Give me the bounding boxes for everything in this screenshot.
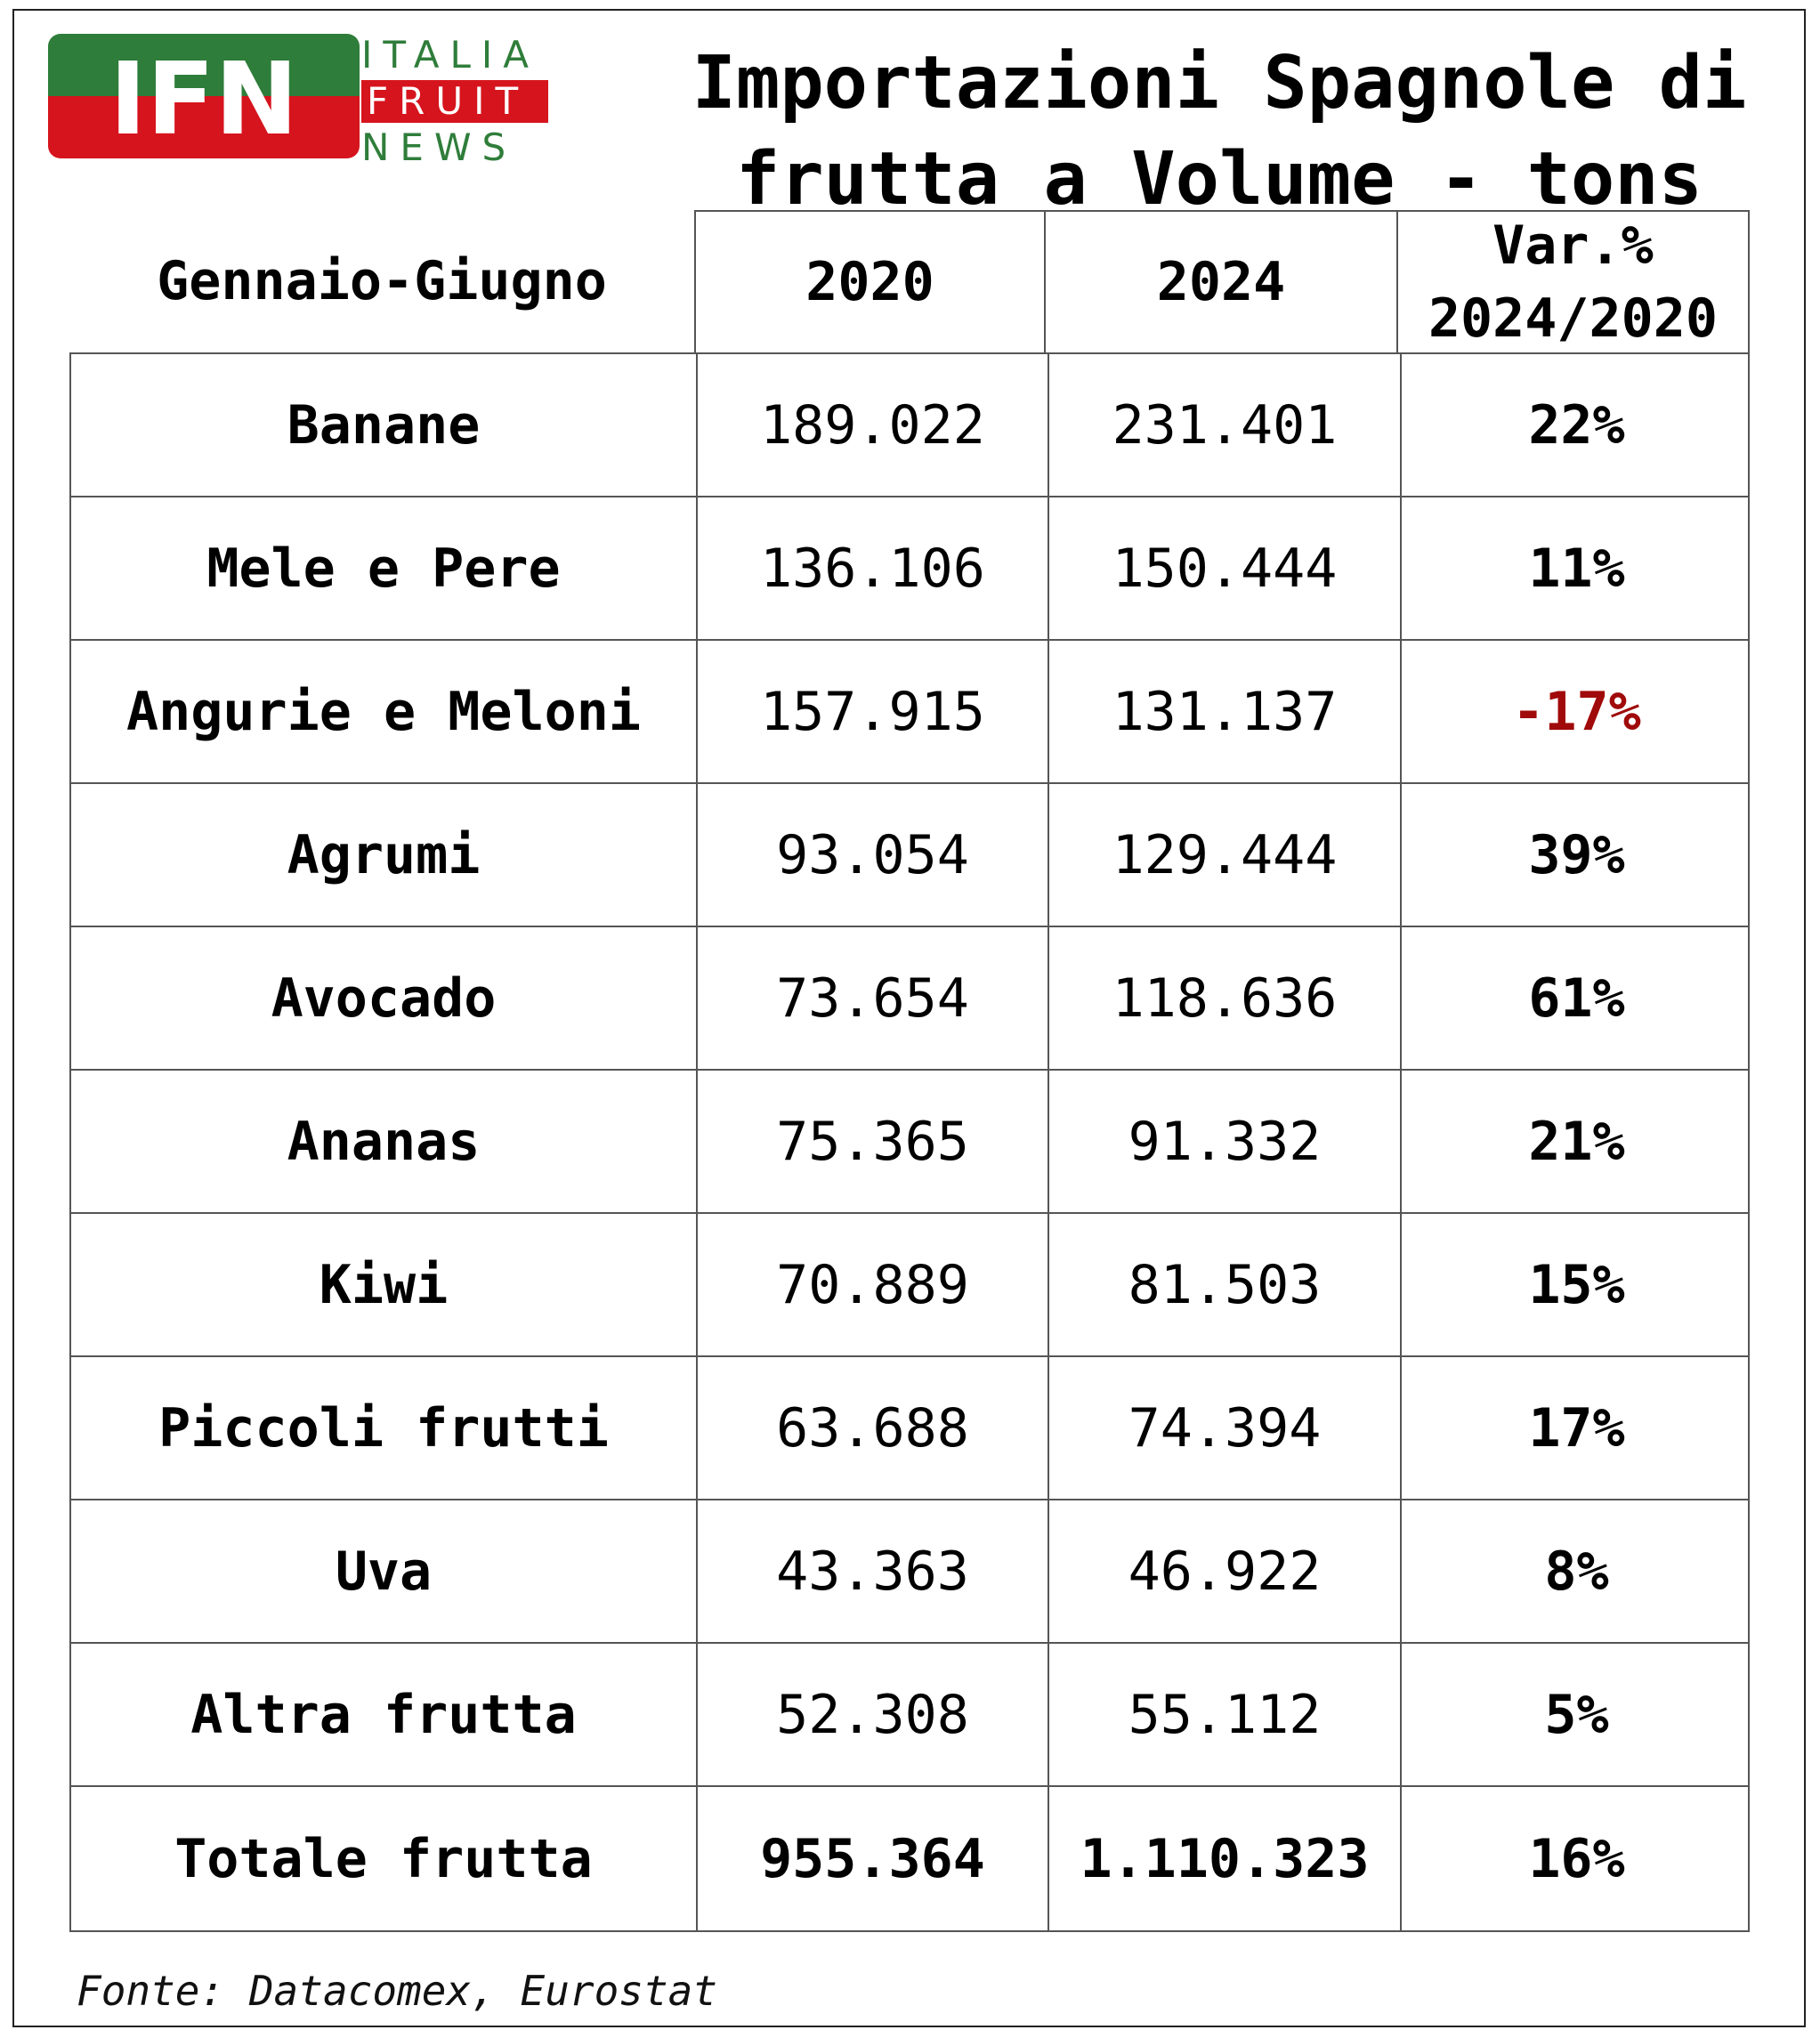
source-note: Fonte: Datacomex, Eurostat <box>77 1967 718 2015</box>
table-body <box>69 352 1750 1932</box>
row-label: Ananas <box>287 1110 481 1173</box>
value-2020: 136.106 <box>696 497 1048 639</box>
value-2024: 55.112 <box>1048 1644 1400 1785</box>
logo-word-fruit: FRUIT <box>361 80 548 123</box>
variation-value: 17% <box>1400 1357 1751 1499</box>
variation-value: 8% <box>1400 1500 1751 1642</box>
variation-value: -17% <box>1400 641 1751 782</box>
table-row <box>71 1357 1748 1500</box>
header-2020: 2020 <box>694 210 1046 352</box>
logo-word-italia: ITALIA <box>361 33 540 77</box>
variation-value: 16% <box>1400 1787 1751 1930</box>
table-row <box>71 1787 1748 1930</box>
value-2024: 91.332 <box>1048 1071 1400 1212</box>
variation-value: 21% <box>1400 1071 1751 1212</box>
variation-value: 22% <box>1400 354 1751 496</box>
value-2020: 93.054 <box>696 784 1048 926</box>
value-2020: 157.915 <box>696 641 1048 782</box>
value-2020: 52.308 <box>696 1644 1048 1785</box>
row-label: Banane <box>287 393 481 457</box>
chart-title: Importazioni Spagnole di frutta a Volume - tons <box>692 41 1747 222</box>
variation-value: 61% <box>1400 927 1751 1069</box>
value-2024: 150.444 <box>1048 497 1400 639</box>
table-row <box>71 1644 1748 1787</box>
row-label: Piccoli frutti <box>158 1396 609 1460</box>
logo-mark-text: IFN <box>109 42 298 158</box>
table-row <box>71 497 1748 641</box>
row-label: Agrumi <box>287 823 481 886</box>
value-2020: 73.654 <box>696 927 1048 1069</box>
value-2024: 129.444 <box>1048 784 1400 926</box>
header-variation: Var.% 2024/2020 <box>1398 210 1750 352</box>
table-row <box>71 784 1748 927</box>
ifn-logo-mark <box>48 34 360 158</box>
value-2020: 189.022 <box>696 354 1048 496</box>
variation-value: 39% <box>1400 784 1751 926</box>
header-period: Gennaio-Giugno <box>157 250 607 312</box>
row-label: Avocado <box>271 966 497 1030</box>
row-label: Altra frutta <box>190 1683 577 1746</box>
value-2024: 1.110.323 <box>1048 1787 1400 1930</box>
ifn-logo <box>48 34 546 167</box>
variation-value: 15% <box>1400 1214 1751 1355</box>
value-2024: 81.503 <box>1048 1214 1400 1355</box>
table-row <box>71 1071 1748 1214</box>
value-2020: 70.889 <box>696 1214 1048 1355</box>
table-row <box>71 354 1748 497</box>
value-2024: 46.922 <box>1048 1500 1400 1642</box>
row-label: Mele e Pere <box>206 537 561 600</box>
value-2020: 75.365 <box>696 1071 1048 1212</box>
variation-value: 5% <box>1400 1644 1751 1785</box>
table-row <box>71 1214 1748 1357</box>
value-2024: 131.137 <box>1048 641 1400 782</box>
logo-word-news: NEWS <box>361 125 517 169</box>
variation-value: 11% <box>1400 497 1751 639</box>
row-label: Totale frutta <box>174 1827 593 1890</box>
row-label: Uva <box>335 1540 433 1603</box>
row-label: Angurie e Meloni <box>126 680 641 743</box>
value-2020: 955.364 <box>696 1787 1048 1930</box>
header-2024: 2024 <box>1046 210 1398 352</box>
table-row <box>71 927 1748 1071</box>
table-row <box>71 1500 1748 1644</box>
table-row <box>71 641 1748 784</box>
table-header <box>69 210 1750 352</box>
value-2024: 118.636 <box>1048 927 1400 1069</box>
value-2020: 63.688 <box>696 1357 1048 1499</box>
row-label: Kiwi <box>319 1253 449 1316</box>
value-2024: 231.401 <box>1048 354 1400 496</box>
value-2020: 43.363 <box>696 1500 1048 1642</box>
value-2024: 74.394 <box>1048 1357 1400 1499</box>
